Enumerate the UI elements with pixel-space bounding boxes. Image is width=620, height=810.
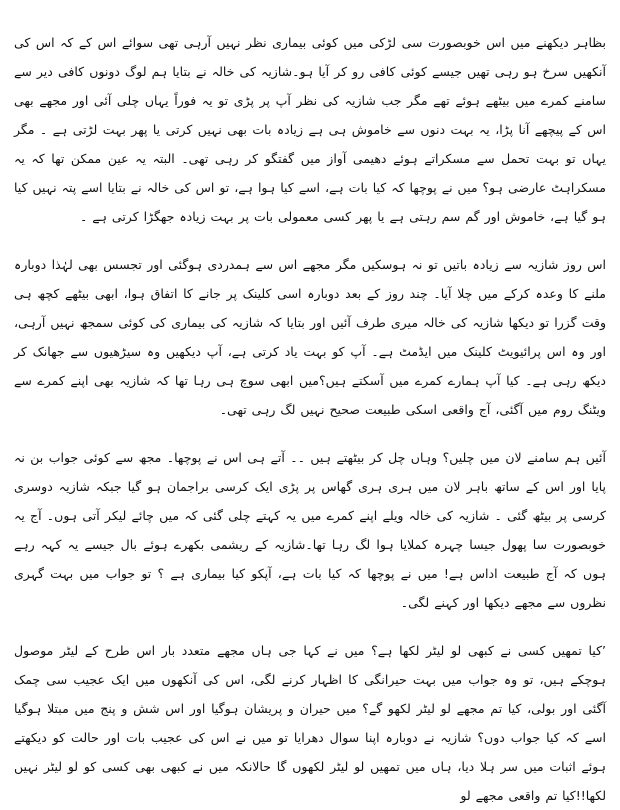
paragraph-1: بظاہر دیکھنے میں اس خوبصورت سی لڑکی میں کوئی بیماری نظر نہیں آرہی تھی سوائے اس کے کہ اس کی آنکھیں سرخ ہو رہی تھیں جیسے کوئی کافی رو کر آیا ہو۔شازیہ کی خالہ نے بتایا ہم لوگ دونوں کافی دیر سے سامنے کمرے میں بیٹھے ہوئے تھے مگر جب شازیہ کی نظر آپ پر پڑی تو یہ فوراً یہاں چلی آئی اور مجھے بھی اس کے پیچھے آنا پڑا، یہ بہت دنوں سے خاموش ہی ہے زیادہ بات بھی نہیں کرتی یا پھر بہت لڑتی ہے ۔ مگر یہاں تو بہت تحمل سے مسکراتے ہوئے دھیمی آواز میں گفتگو کر رہی تھی۔ البتہ یہ عین ممکن تھا کہ یہ مسکراہٹ عارضی ہو؟ میں نے پوچھا کہ کیا بات ہے، اسے کیا ہوا ہے، تو اس کی خالہ نے بتایا اسے پتہ نہیں کیا ہو گیا ہے، خاموش اور گم سم رہتی ہے یا پھر کسی معمولی بات پر بہت زیادہ جھگڑا کرتی ہے ۔	[14, 35, 606, 224]
paragraph-2: اس روز شازیہ سے زیادہ باتیں تو نہ ہوسکیں مگر مجھے اس سے ہمدردی ہوگئی اور تجسس بھی لہٰذا دوبارہ ملنے کا وعدہ کرکے میں چلا آیا۔ چند روز کے بعد دوبارہ اسی کلینک پر جانے کا اتفاق ہوا، ابھی بیٹھے کچھ ہی وقت گزرا تو دیکھا شازیہ کی خالہ میری طرف آئیں اور بتایا کہ شازیہ کی بیماری کی کوئی سمجھ نہیں آرہی، اور وہ اس پرائیویٹ کلینک میں ایڈمٹ ہے۔ آپ کو بہت یاد کرتی ہے، آپ دیکھیں وہ سیڑھیوں سے جھانک کر دیکھ رہی ہے۔ کیا آپ ہمارے کمرے میں آسکتے ہیں؟میں ابھی سوچ ہی رہا تھا کہ شازیہ بھی اپنے کمرے سے ویٹنگ روم میں آگئی، آج واقعی اسکی طبیعت صحیح نہیں لگ رہی تھی۔	[14, 257, 606, 417]
paragraph-3: آئیں ہم سامنے لان میں چلیں؟ وہاں چل کر بیٹھتے ہیں ۔۔ آتے ہی اس نے پوچھا۔ مجھ سے کوئی جواب بن نہ پایا اور اس کے ساتھ باہر لان میں ہری ہری گھاس پر پڑی ایک کرسی براجمان ہو گیا جبکہ شازیہ دوسری کرسی پر بیٹھ گئی ۔ شازیہ کی خالہ ویلے اپنے کمرے میں یہ کہتے چلی گئی کہ میں چائے لیکر آتی ہوں۔ آج یہ خوبصورت سا پھول جیسا چہرہ کملایا ہوا لگ رہا تھا۔شازیہ کے ریشمی بکھرے ہوئے بال جیسے یہ کہہ رہے ہوں کہ آج طبیعت اداس ہے! میں نے پوچھا کہ کیا بات ہے، آپکو کیا بیماری ہے ؟ تو جواب میں بہت گہری نظروں سے مجھے دیکھا اور کہنے لگی۔	[14, 450, 606, 610]
paragraph-4: ’کیا تمھیں کسی نے کبھی لو لیٹر لکھا ہے؟ میں نے کہا جی ہاں مجھے متعدد بار اس طرح کے لیٹر موصول ہوچکے ہیں، تو وہ جواب میں بہت حیرانگی کا اظہار کرنے لگی، اس کی آنکھوں میں ایک عجیب سی چمک آگئی اور بولی، کیا تم مجھے لو لیٹر لکھو گے؟ میں حیران و پریشان ہوگیا اور اس شش و پنج میں مبتلا ہوگیا اسے کہ کیا جواب دوں؟ شازیہ نے دوبارہ اپنا سوال دھرایا تو میں نے اس کی عجیب بات اور حالت کو دیکھتے ہوئے اثبات میں سر ہلا دیا، ہاں میں تمھیں لو لیٹر لکھوں گا حالانکہ میں نے کبھی بھی کسی کو لو لیٹر نہیں لکھا!!کیا تم واقعی مجھے لو	[14, 643, 606, 803]
